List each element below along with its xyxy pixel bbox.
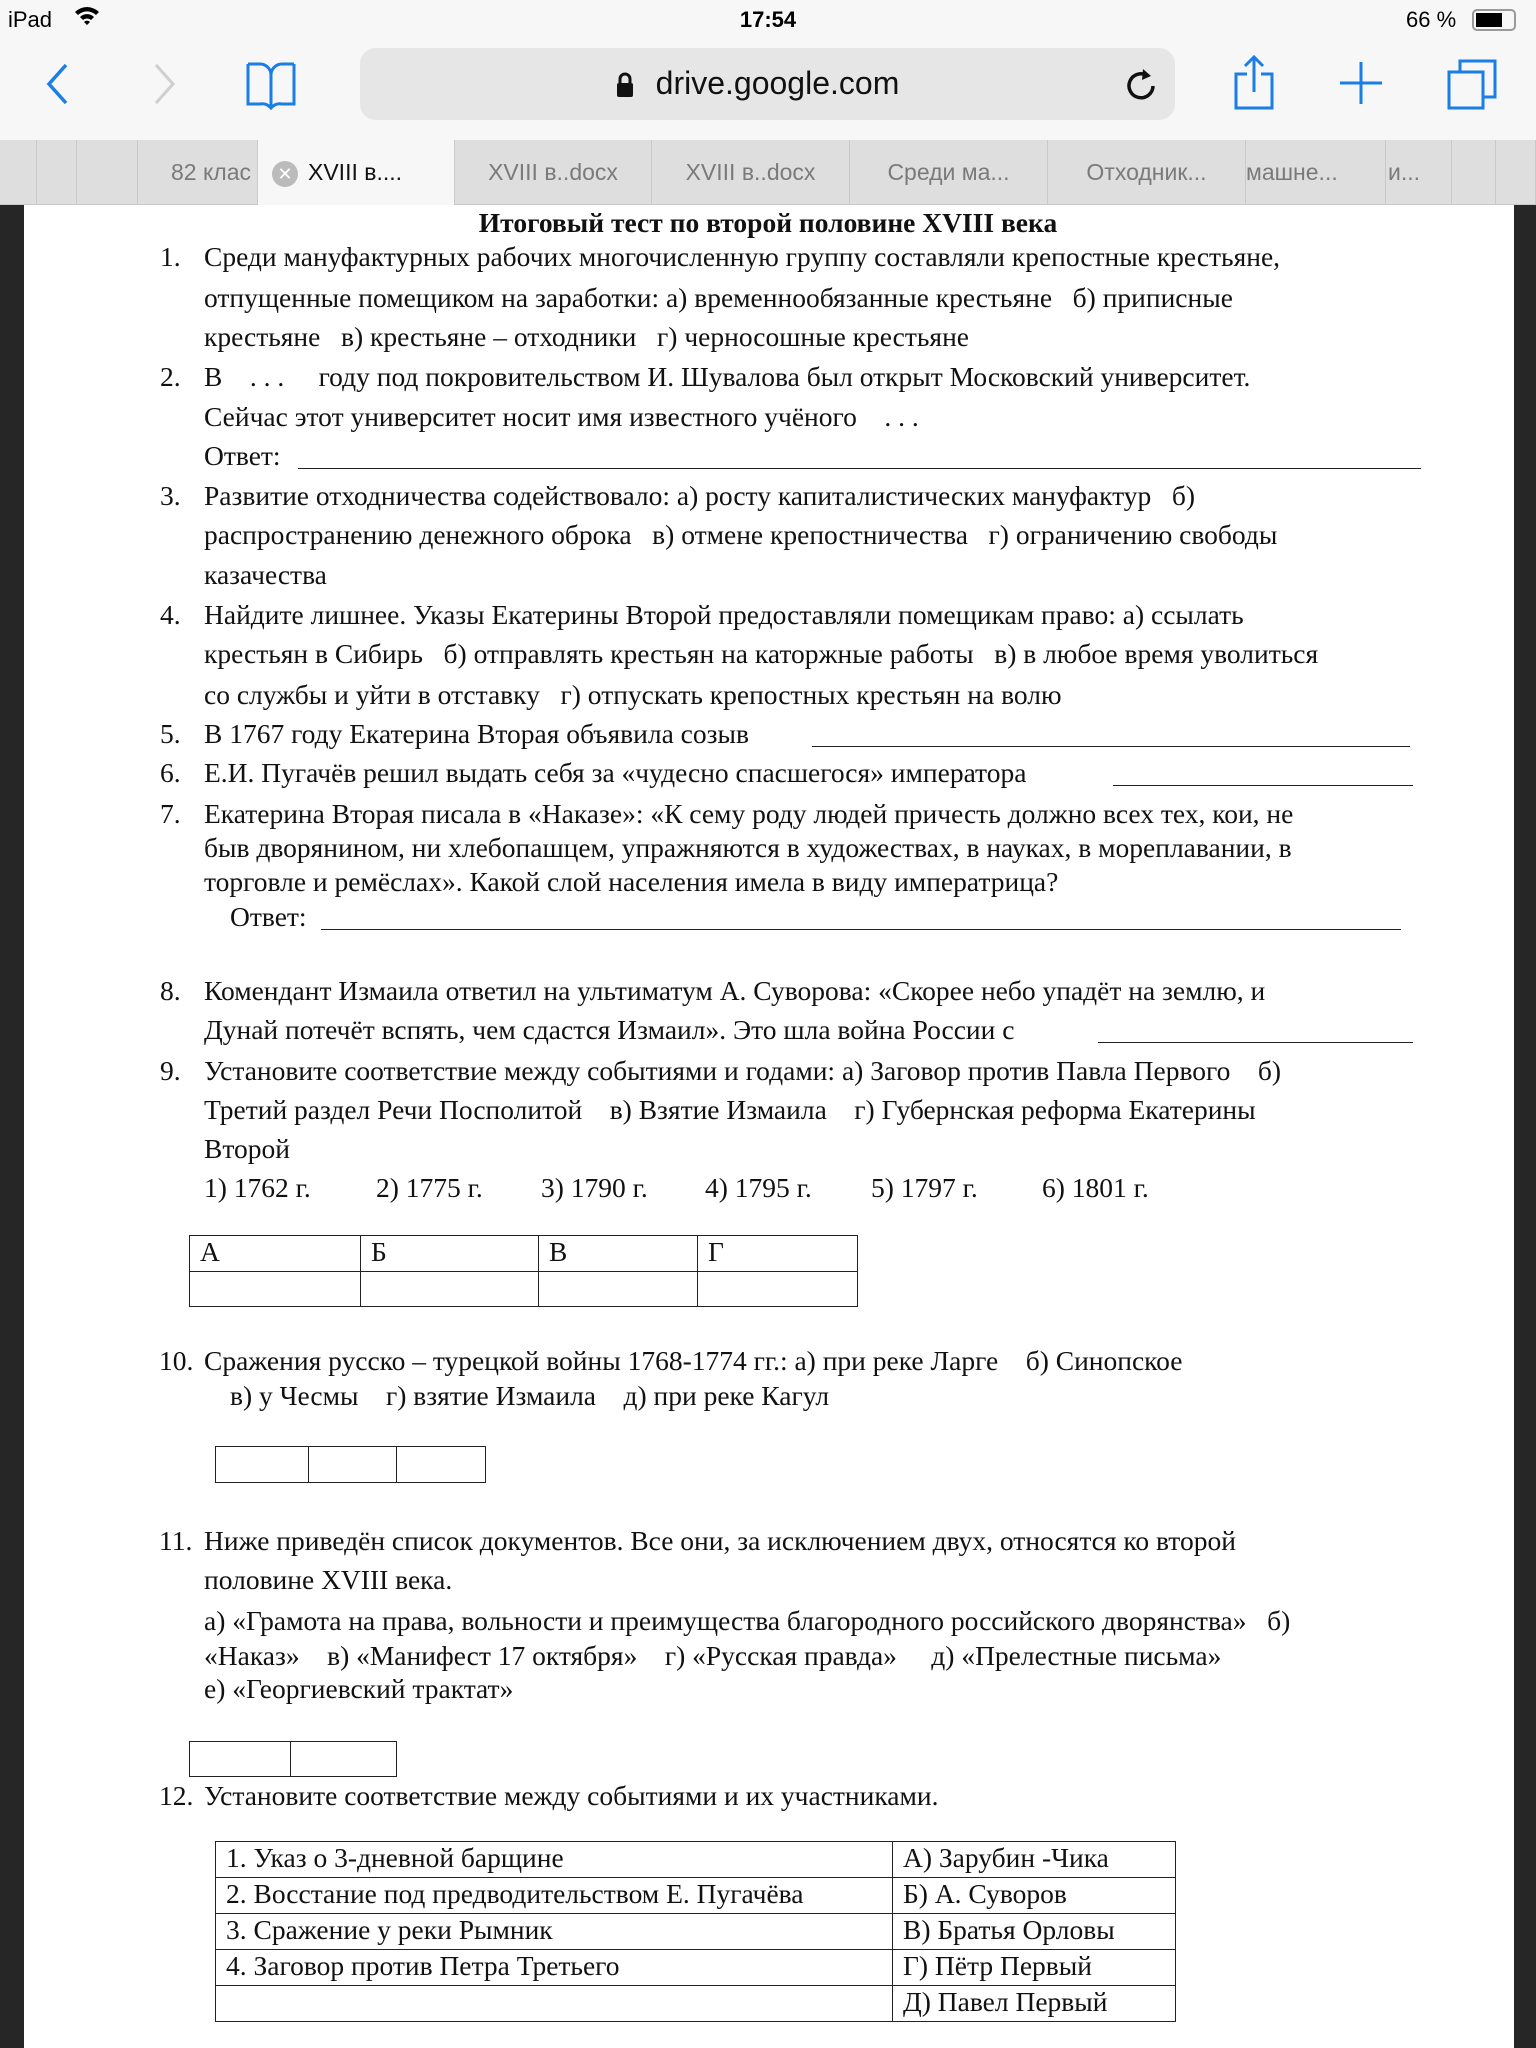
participant-cell: В) Братья Орловы (893, 1914, 1176, 1950)
tab-label: Среди ма... (887, 159, 1010, 185)
item-text: Третий раздел Речи Посполитой в) Взятие Измаила г) Губернская реформа Екатерины (204, 1094, 1256, 1125)
answer-cell[interactable] (698, 1272, 858, 1307)
table-header: В (539, 1236, 698, 1272)
participant-cell: Д) Павел Первый (893, 1986, 1176, 2022)
year-option: 4) 1795 г. (705, 1172, 812, 1203)
tab-label: XVIII в..docx (685, 159, 816, 185)
item-number: 10. (159, 1345, 194, 1376)
tab-stub[interactable] (76, 140, 137, 205)
tab[interactable] (1047, 140, 1245, 205)
close-tab-icon[interactable]: ✕ (272, 161, 298, 187)
table-header: А (190, 1236, 361, 1272)
item-number: 7. (160, 798, 181, 829)
answer-cell[interactable] (309, 1447, 397, 1483)
item-text: торговле и ремёслах». Какой слой населения имела в виду императрица? (204, 866, 1059, 897)
answer-table-9 (189, 1235, 858, 1307)
answer-label: Ответ: (230, 901, 307, 932)
item-text: Второй (204, 1133, 290, 1164)
item-text: В 1767 году Екатерина Вторая объявила созыв (204, 718, 749, 749)
year-option: 3) 1790 г. (541, 1172, 648, 1203)
answer-blank[interactable] (812, 746, 1410, 747)
item-text: крестьян в Сибирь б) отправлять крестьян на каторжные работы в) в любое время уволиться (204, 638, 1319, 669)
item-text: казачества (204, 559, 327, 590)
answer-cell[interactable] (539, 1272, 698, 1307)
item-text: быв дворянином, ни хлебопашцем, упражняются в художествах, в науках, в мореплавании, в (204, 832, 1292, 863)
tab[interactable] (137, 140, 257, 205)
tab[interactable] (1245, 140, 1385, 205)
answer-cell[interactable] (216, 1447, 309, 1483)
item-text: Установите соответствие между событиями и их участниками. (204, 1780, 939, 1811)
item-text: крестьяне в) крестьяне – отходники г) черносошные крестьяне (204, 321, 970, 352)
event-cell: 4. Заговор против Петра Третьего (216, 1950, 893, 1986)
battery-percent: 66 % (1406, 7, 1457, 32)
new-tab-icon[interactable] (1340, 62, 1382, 109)
participant-cell: А) Зарубин -Чика (893, 1842, 1176, 1878)
item-number: 8. (160, 975, 181, 1006)
item-number: 11. (159, 1525, 193, 1556)
table-header: Г (698, 1236, 858, 1272)
answer-cell[interactable] (190, 1742, 291, 1777)
item-text: Комендант Измаила ответил на ультиматум А. Суворова: «Скорее небо упадёт на землю, и (204, 975, 1266, 1006)
answer-label: Ответ: (204, 440, 281, 471)
event-cell: 3. Сражение у реки Рымник (216, 1914, 893, 1950)
tab-label: XVIII в.... (308, 159, 403, 185)
answer-blank[interactable] (1113, 785, 1413, 786)
bookmarks-icon[interactable] (244, 60, 298, 115)
item-text: Ниже приведён список документов. Все они, за исключением двух, относятся ко второй (204, 1525, 1236, 1556)
item-text: Екатерина Вторая писала в «Наказе»: «К сему роду людей причесть должно всех тех, кои, не (204, 798, 1294, 829)
item-text: со службы и уйти в отставку г) отпускать крепостных крестьян на волю (204, 679, 1062, 710)
clock: 17:54 (739, 7, 797, 32)
item-number: 9. (160, 1055, 181, 1086)
event-cell: 2. Восстание под предводительством Е. Пугачёва (216, 1878, 893, 1914)
item-text: «Наказ» в) «Манифест 17 октября» г) «Русская правда» д) «Прелестные письма» (204, 1640, 1222, 1671)
item-text: е) «Георгиевский трактат» (204, 1673, 514, 1704)
event-cell: 1. Указ о 3-дневной барщине (216, 1842, 893, 1878)
share-icon[interactable] (1232, 54, 1276, 115)
participant-cell: Б) А. Суворов (893, 1878, 1176, 1914)
answer-cell[interactable] (190, 1272, 361, 1307)
battery-icon (1472, 9, 1516, 31)
back-icon[interactable] (44, 62, 70, 111)
status-bar (0, 0, 1536, 40)
tab-label: 82 клас (171, 159, 252, 185)
tab[interactable] (454, 140, 651, 205)
tab[interactable] (849, 140, 1047, 205)
answer-table-10 (215, 1446, 486, 1483)
tab-label: Отходник... (1086, 159, 1207, 185)
tab-bar (0, 140, 1536, 205)
item-text: Е.И. Пугачёв решил выдать себя за «чудесно спасшегося» императора (204, 757, 1027, 788)
tab-stub[interactable] (1495, 140, 1536, 205)
item-number: 3. (160, 480, 181, 511)
device-name: iPad (8, 7, 53, 32)
item-text: Сейчас этот университет носит имя известного учёного . . . (204, 401, 919, 432)
item-number: 2. (160, 361, 181, 392)
answer-cell[interactable] (397, 1447, 486, 1483)
answer-blank[interactable] (1098, 1042, 1413, 1043)
year-option: 6) 1801 г. (1042, 1172, 1149, 1203)
tabs-overview-icon[interactable] (1446, 58, 1498, 115)
browser-toolbar (0, 40, 1536, 140)
year-option: 1) 1762 г. (204, 1172, 311, 1203)
item-text: В . . . году под покровительством И. Шувалова был открыт Московский университет. (204, 361, 1251, 392)
reload-icon[interactable] (1125, 66, 1159, 109)
item-text: Сражения русско – турецкой войны 1768-1774 гг.: а) при реке Ларге б) Синопское (204, 1345, 1183, 1376)
answer-cell[interactable] (291, 1742, 397, 1777)
forward-icon[interactable] (152, 62, 178, 111)
year-option: 5) 1797 г. (871, 1172, 978, 1203)
answer-blank[interactable] (298, 468, 1421, 469)
tab-stub[interactable] (36, 140, 76, 205)
item-number: 5. (160, 718, 181, 749)
answer-cell[interactable] (361, 1272, 539, 1307)
item-number: 12. (159, 1780, 194, 1811)
tab-label: XVIII в..docx (488, 159, 618, 185)
item-text: отпущенные помещиком на заработки: а) временнообязанные крестьяне б) приписные (204, 282, 1233, 313)
url-text: drive.google.com (655, 65, 900, 101)
item-text: Развитие отходничества содействовало: а) росту капиталистических мануфактур б) (204, 480, 1196, 511)
item-text: в) у Чесмы г) взятие Измаила д) при реке Кагул (230, 1380, 830, 1411)
tab-label: и... (1388, 159, 1421, 185)
item-text: Найдите лишнее. Указы Екатерины Второй предоставляли помещикам право: а) ссылать (204, 599, 1244, 630)
item-text: Дунай потечёт вспять, чем сдастся Измаил». Это шла война России с (204, 1014, 1015, 1045)
answer-table-11 (189, 1741, 397, 1777)
item-number: 1. (160, 241, 181, 272)
tab-active[interactable] (257, 140, 454, 205)
document-title: Итоговый тест по второй половине XVIII века (478, 207, 1058, 238)
item-text: распространению денежного оброка в) отмене крепостничества г) ограничению свободы (204, 519, 1278, 550)
item-number: 6. (160, 757, 181, 788)
tab-stub[interactable] (1451, 140, 1495, 205)
participant-cell: Г) Пётр Первый (893, 1950, 1176, 1986)
tab[interactable] (651, 140, 849, 205)
year-option: 2) 1775 г. (376, 1172, 483, 1203)
matching-table-12 (215, 1841, 1176, 2022)
address-bar[interactable] (360, 48, 1175, 120)
event-cell (216, 1986, 893, 2022)
item-text: Среди мануфактурных рабочих многочисленную группу составляли крепостные крестьяне, (204, 241, 1281, 272)
item-text: а) «Грамота на права, вольности и преимущества благородного российского дворянства» б) (204, 1605, 1291, 1636)
table-header: Б (361, 1236, 539, 1272)
tab[interactable] (1385, 140, 1451, 205)
tab-label: машне... (1246, 159, 1338, 185)
item-text: половине XVIII века. (204, 1564, 453, 1595)
item-text: Установите соответствие между событиями и годами: а) Заговор против Павла Первого б) (204, 1055, 1281, 1086)
answer-blank[interactable] (321, 929, 1401, 930)
item-number: 4. (160, 599, 181, 630)
